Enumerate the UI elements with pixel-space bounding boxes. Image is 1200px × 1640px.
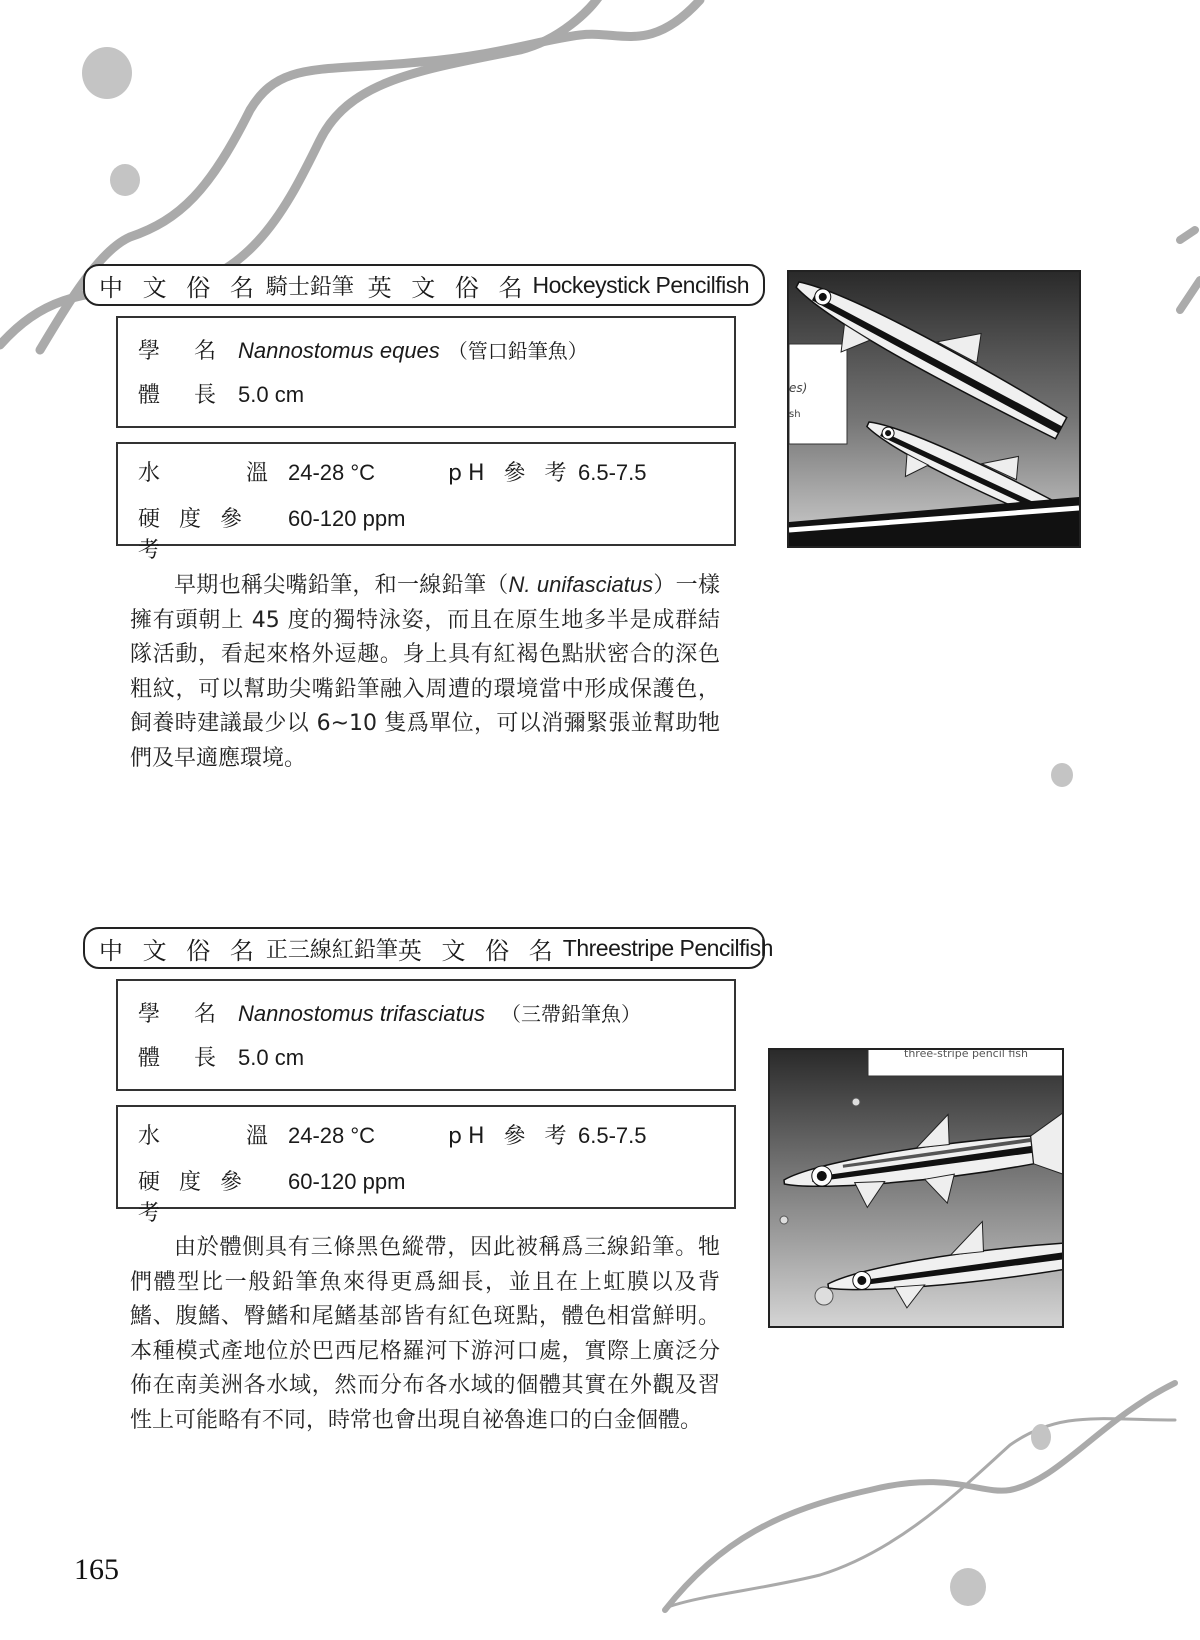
taxonomy-box [116,979,736,1091]
species-title-bar [83,927,773,969]
svg-text:sh: sh [789,409,801,420]
chinese-common-name: 正三線紅鉛筆 [265,937,398,963]
scientific-name: Nannostomus eques [238,338,440,363]
page-number: 165 [74,1553,119,1586]
scientific-name: Nannostomus trifasciatus [238,1001,485,1026]
chinese-common-name: 騎士鉛筆 [265,274,354,300]
ph-label: pH 參 考 [448,1124,573,1149]
english-common-name-label: 英 文 俗 名 [397,936,559,965]
species-title-bar [83,264,765,306]
hardness: 60-120 ppm [288,506,406,531]
water-temp: 24-28 °C [288,460,376,485]
scientific-name-label: 學 名 [138,1002,216,1027]
english-common-name-label: 英 文 俗 名 [367,273,529,302]
ph-label: pH 參 考 [448,461,573,486]
water-params-box [116,1105,736,1226]
english-common-name: Threestripe Pencilfish [562,934,773,961]
species-description: 由於體側具有三條黑色縱帶，因此被稱爲三線鉛筆。牠們體型比一般鉛筆魚來得更爲細長，並且在上虹膜以及背鰭、腹鰭、臀鰭和尾鰭基部皆有紅色斑點，體色相當鮮明。本種模式產地位於巴西尼格羅河下游河口處，實際上廣泛分佈在南美洲各水域，然而分布各水域的個體其實在外觀及習性上可能略有不同，時常也會出現自祕魯進口的白金個體。 [130,1235,720,1433]
hardness-label: 硬 度 參 考 [138,507,248,563]
taxonomy-box [116,316,736,428]
chinese-common-name-label: 中 文 俗 名 [99,936,260,965]
body-length: 5.0 cm [238,382,305,407]
scientific-alias: （管口鉛筆魚） [447,339,588,363]
water-temp-label: 水 溫 [138,1124,268,1149]
species-photo-threestripe [768,1048,1064,1328]
water-temp-label: 水 溫 [138,461,268,486]
decorative-circle [82,47,132,99]
english-common-name: Hockeystick Pencilfish [532,271,749,298]
scientific-name-label: 學 名 [138,339,216,364]
species-description: 早期也稱尖嘴鉛筆，和一線鉛筆（N. unifasciatus）一樣擁有頭朝上 45 度的獨特泳姿，而且在原生地多半是成群結隊活動，看起來格外逗趣。身上具有紅褐色點狀密合的深色粗紋，可以幫助尖嘴鉛筆融入周遭的環境當中形成保護色，飼養時建議最少以 6~10 隻爲單位，可以消彌緊張並幫助牠們及早適應環境。 [130,572,720,771]
ph-value: 6.5-7.5 [578,1123,647,1148]
hardness-label: 硬 度 參 考 [138,1170,248,1226]
chinese-common-name-label: 中 文 俗 名 [99,273,260,302]
svg-text:three-stripe pencil fish: three-stripe pencil fish [904,1050,1028,1060]
svg-text:es): es) [789,381,808,395]
species-photo-hockeystick [787,270,1081,548]
water-params-box [116,442,736,563]
water-temp: 24-28 °C [288,1123,376,1148]
hardness: 60-120 ppm [288,1169,406,1194]
body-length-label: 體 長 [138,383,216,408]
body-length: 5.0 cm [238,1045,305,1070]
ph-value: 6.5-7.5 [578,460,647,485]
body-length-label: 體 長 [138,1046,216,1071]
scientific-alias: （三帶鉛筆魚） [501,1002,641,1026]
